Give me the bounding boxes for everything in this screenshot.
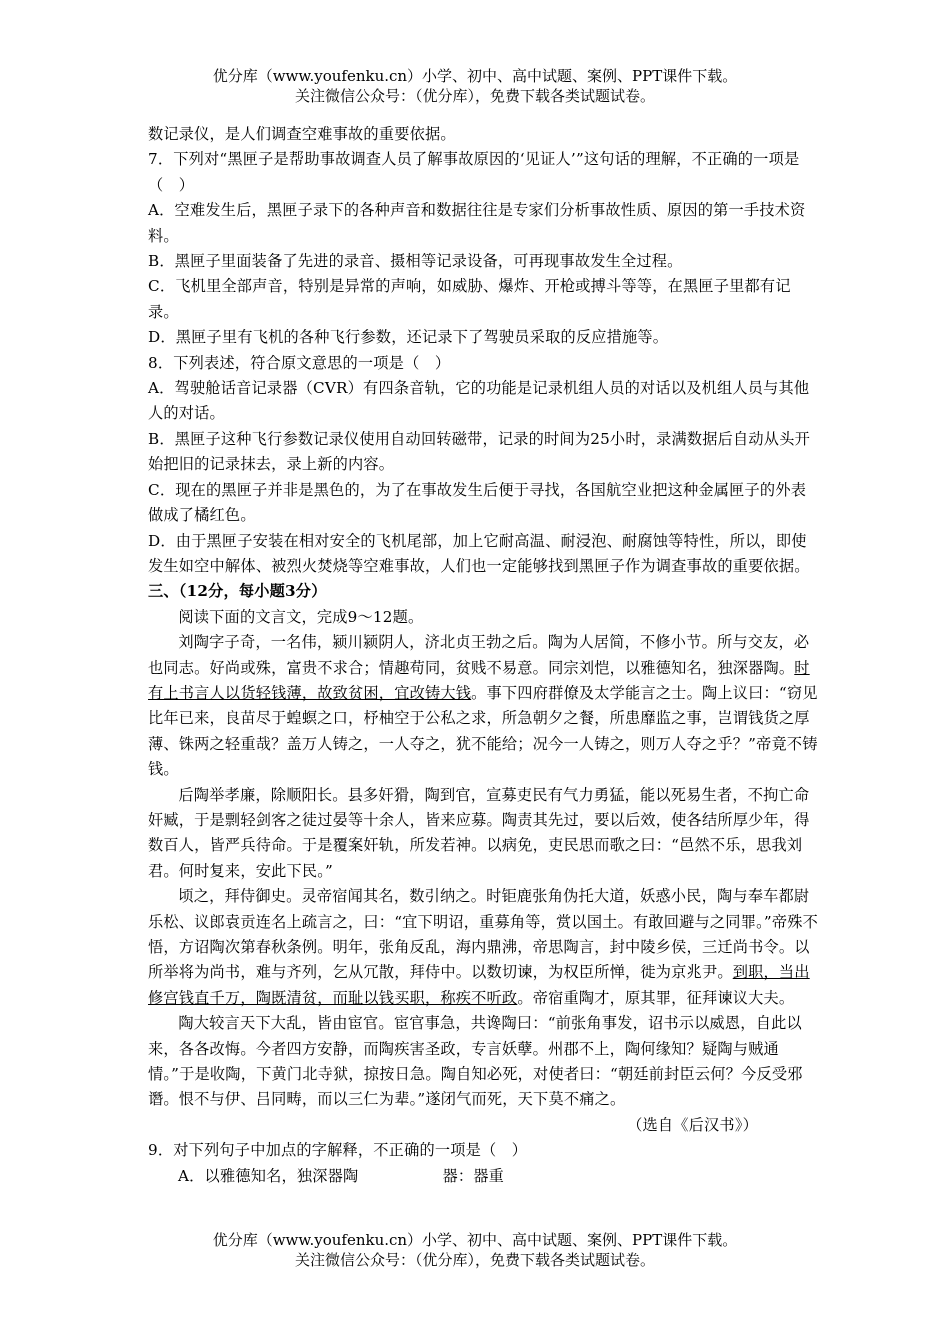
section-3-title: 三、（12分，每小题3分）: [148, 582, 327, 601]
page-header: [0, 66, 950, 106]
intro-text: 数记录仪，是人们调查空难事故的重要依据。: [148, 125, 456, 143]
underlined-sentence-2: 到职，当出修宫钱直千万，陶既清贫，而耻以钱买职，称疾不听政: [148, 963, 810, 1007]
passage-p3-text-a: 顷之，拜侍御史。灵帝宿闻其名，数引纳之。时钜鹿张角伪托大道，妖惑小民，陶与奉车都尉乐松、议郎袁贡连名上疏言之，曰：“宜下明诏，重募角等，赏以国土。有敢回避与之同罪。”帝殊不悟，方诏陶次第春秋条例。明年，张角反乱，海内鼎沸，帝思陶言，封中陵乡侯，三迁尚书令。以所举将为尚书，难与齐列，乞从冗散，拜侍中。以数切谏，为权臣所惮，徙为京兆尹。: [148, 887, 818, 982]
passage-p1-text-b: 。事下四府群僚及太学能言之士。陶上议曰：“窃见比年已来，良苗尽于蝗螟之口，杼柚空于公私之求，所急朝夕之餐，所患靡监之事，岂谓钱货之厚薄、铢两之轻重哉？盖万人铸之，一人夺之，犹不能给；况今一人铸之，则万人夺之乎？”帝竟不铸钱。: [148, 683, 818, 779]
passage-paragraph-3: [148, 884, 818, 1011]
document-body: [148, 122, 818, 1189]
passage-p1-text-a: 刘陶字子奇，一名伟，颍川颍阴人，济北贞王勃之后。陶为人居简，不修小节。所与交友，必也同志。好尚或殊，富贵不求合；情趣苟同，贫贱不易意。同宗刘恺，以雅德知名，独深器陶。: [148, 633, 810, 677]
footer-line-2: 关注微信公众号：（优分库），免费下载各类试题试卷。: [294, 1251, 655, 1269]
passage-paragraph-2: 后陶举孝廉，除顺阳长。县多奸猾，陶到官，宣募吏民有气力勇猛，能以死易生者，不拘亡命奸臧，于是剽轻剑客之徒过晏等十余人，皆来应募。陶责其先过，要以后效，使各结所厚少年，得数百人，皆严兵待命。于是覆案奸轨，所发若神。以病免，吏民思而歌之曰：“邑然不乐，思我刘君。何时复来，安此下民。”: [148, 785, 810, 880]
header-line-2: 关注微信公众号：（优分库），免费下载各类试题试卷。: [294, 87, 655, 105]
header-line-1: 优分库（www.youfenku.cn）小学、初中、高中试题、案例、PPT课件下载。: [212, 67, 738, 85]
q8-option-a: A．驾驶舱话音记录器（CVR）有四条音轨，它的功能是记录机组人员的对话以及机组人员与其他人的对话。: [148, 379, 810, 423]
q7-option-b: B．黑匣子里面装备了先进的录音、摄相等记录设备，可再现事故发生全过程。: [148, 252, 683, 271]
q7-option-a: A．空难发生后，黑匣子录下的各种声音和数据往往是专家们分析事故性质、原因的第一手技术资料。: [148, 201, 806, 245]
passage-paragraph-1: [148, 630, 818, 782]
q9-option-a-sentence: A．以雅德知名，独深器陶: [178, 1166, 359, 1185]
q7-option-c: C．飞机里全部声音，特别是异常的声响，如威胁、爆炸、开枪或搏斗等等，在黑匣子里都有记录。: [148, 277, 791, 321]
section-3-instruction: 阅读下面的文言文，完成9～12题。: [178, 607, 424, 626]
q7-option-d: D．黑匣子里有飞机的各种飞行参数，还记录下了驾驶员采取的反应措施等。: [148, 328, 669, 347]
passage-source: （选自《后汉书》）: [627, 1115, 758, 1134]
q9-option-a: [148, 1164, 818, 1189]
page-footer: [0, 1230, 950, 1270]
q8-option-b: B．黑匣子这种飞行参数记录仪使用自动回转磁带，记录的时间为25小时，录满数据后自动从头开始把旧的记录抹去，录上新的内容。: [148, 429, 810, 474]
passage-p3-text-b: 。帝宿重陶才，原其罪，征拜谏议大夫。: [517, 988, 795, 1007]
underlined-sentence-1: 时有上书言人以货轻钱薄，故致贫困，宜改铸大钱: [148, 658, 810, 702]
passage-paragraph-4: 陶大较言天下大乱，皆由宦官。宦官事急，共谗陶曰：“前张角事发，诏书示以威恩，自此以来，各各改悔。今者四方安静，而陶疾害圣政，专言妖孽。州郡不上，陶何缘知？疑陶与贼通情。”于是收陶，下黄门北寺狱，掠按日急。陶自知必死，对使者曰：“朝廷前封臣云何？今反受邪谮。恨不与伊、吕同畴，而以三仁为辈。”遂闭气而死，天下莫不痛之。: [148, 1014, 803, 1109]
q8-option-d: D．由于黑匣子安装在相对安全的飞机尾部，加上它耐高温、耐浸泡、耐腐蚀等特性，所以，即使发生如空中解体、被烈火焚烧等空难事故，人们也一定能够找到黑匣子作为调查事故的重要依据。: [148, 531, 810, 575]
footer-line-1: 优分库（www.youfenku.cn）小学、初中、高中试题、案例、PPT课件下载。: [212, 1231, 738, 1249]
q9-option-a-gloss: 器：器重: [442, 1166, 504, 1185]
q8-stem: 8．下列表述，符合原文意思的一项是（ ）: [148, 353, 451, 372]
q7-stem: 7．下列对“黑匣子是帮助事故调查人员了解事故原因的‘见证人’”这句话的理解，不正确的一项是（ ）: [148, 150, 800, 194]
q8-option-c: C．现在的黑匣子并非是黑色的，为了在事故发生后便于寻找，各国航空业把这种金属匣子的外表做成了橘红色。: [148, 480, 807, 525]
q9-stem: 9．对下列句子中加点的字解释，不正确的一项是（ ）: [148, 1141, 528, 1160]
